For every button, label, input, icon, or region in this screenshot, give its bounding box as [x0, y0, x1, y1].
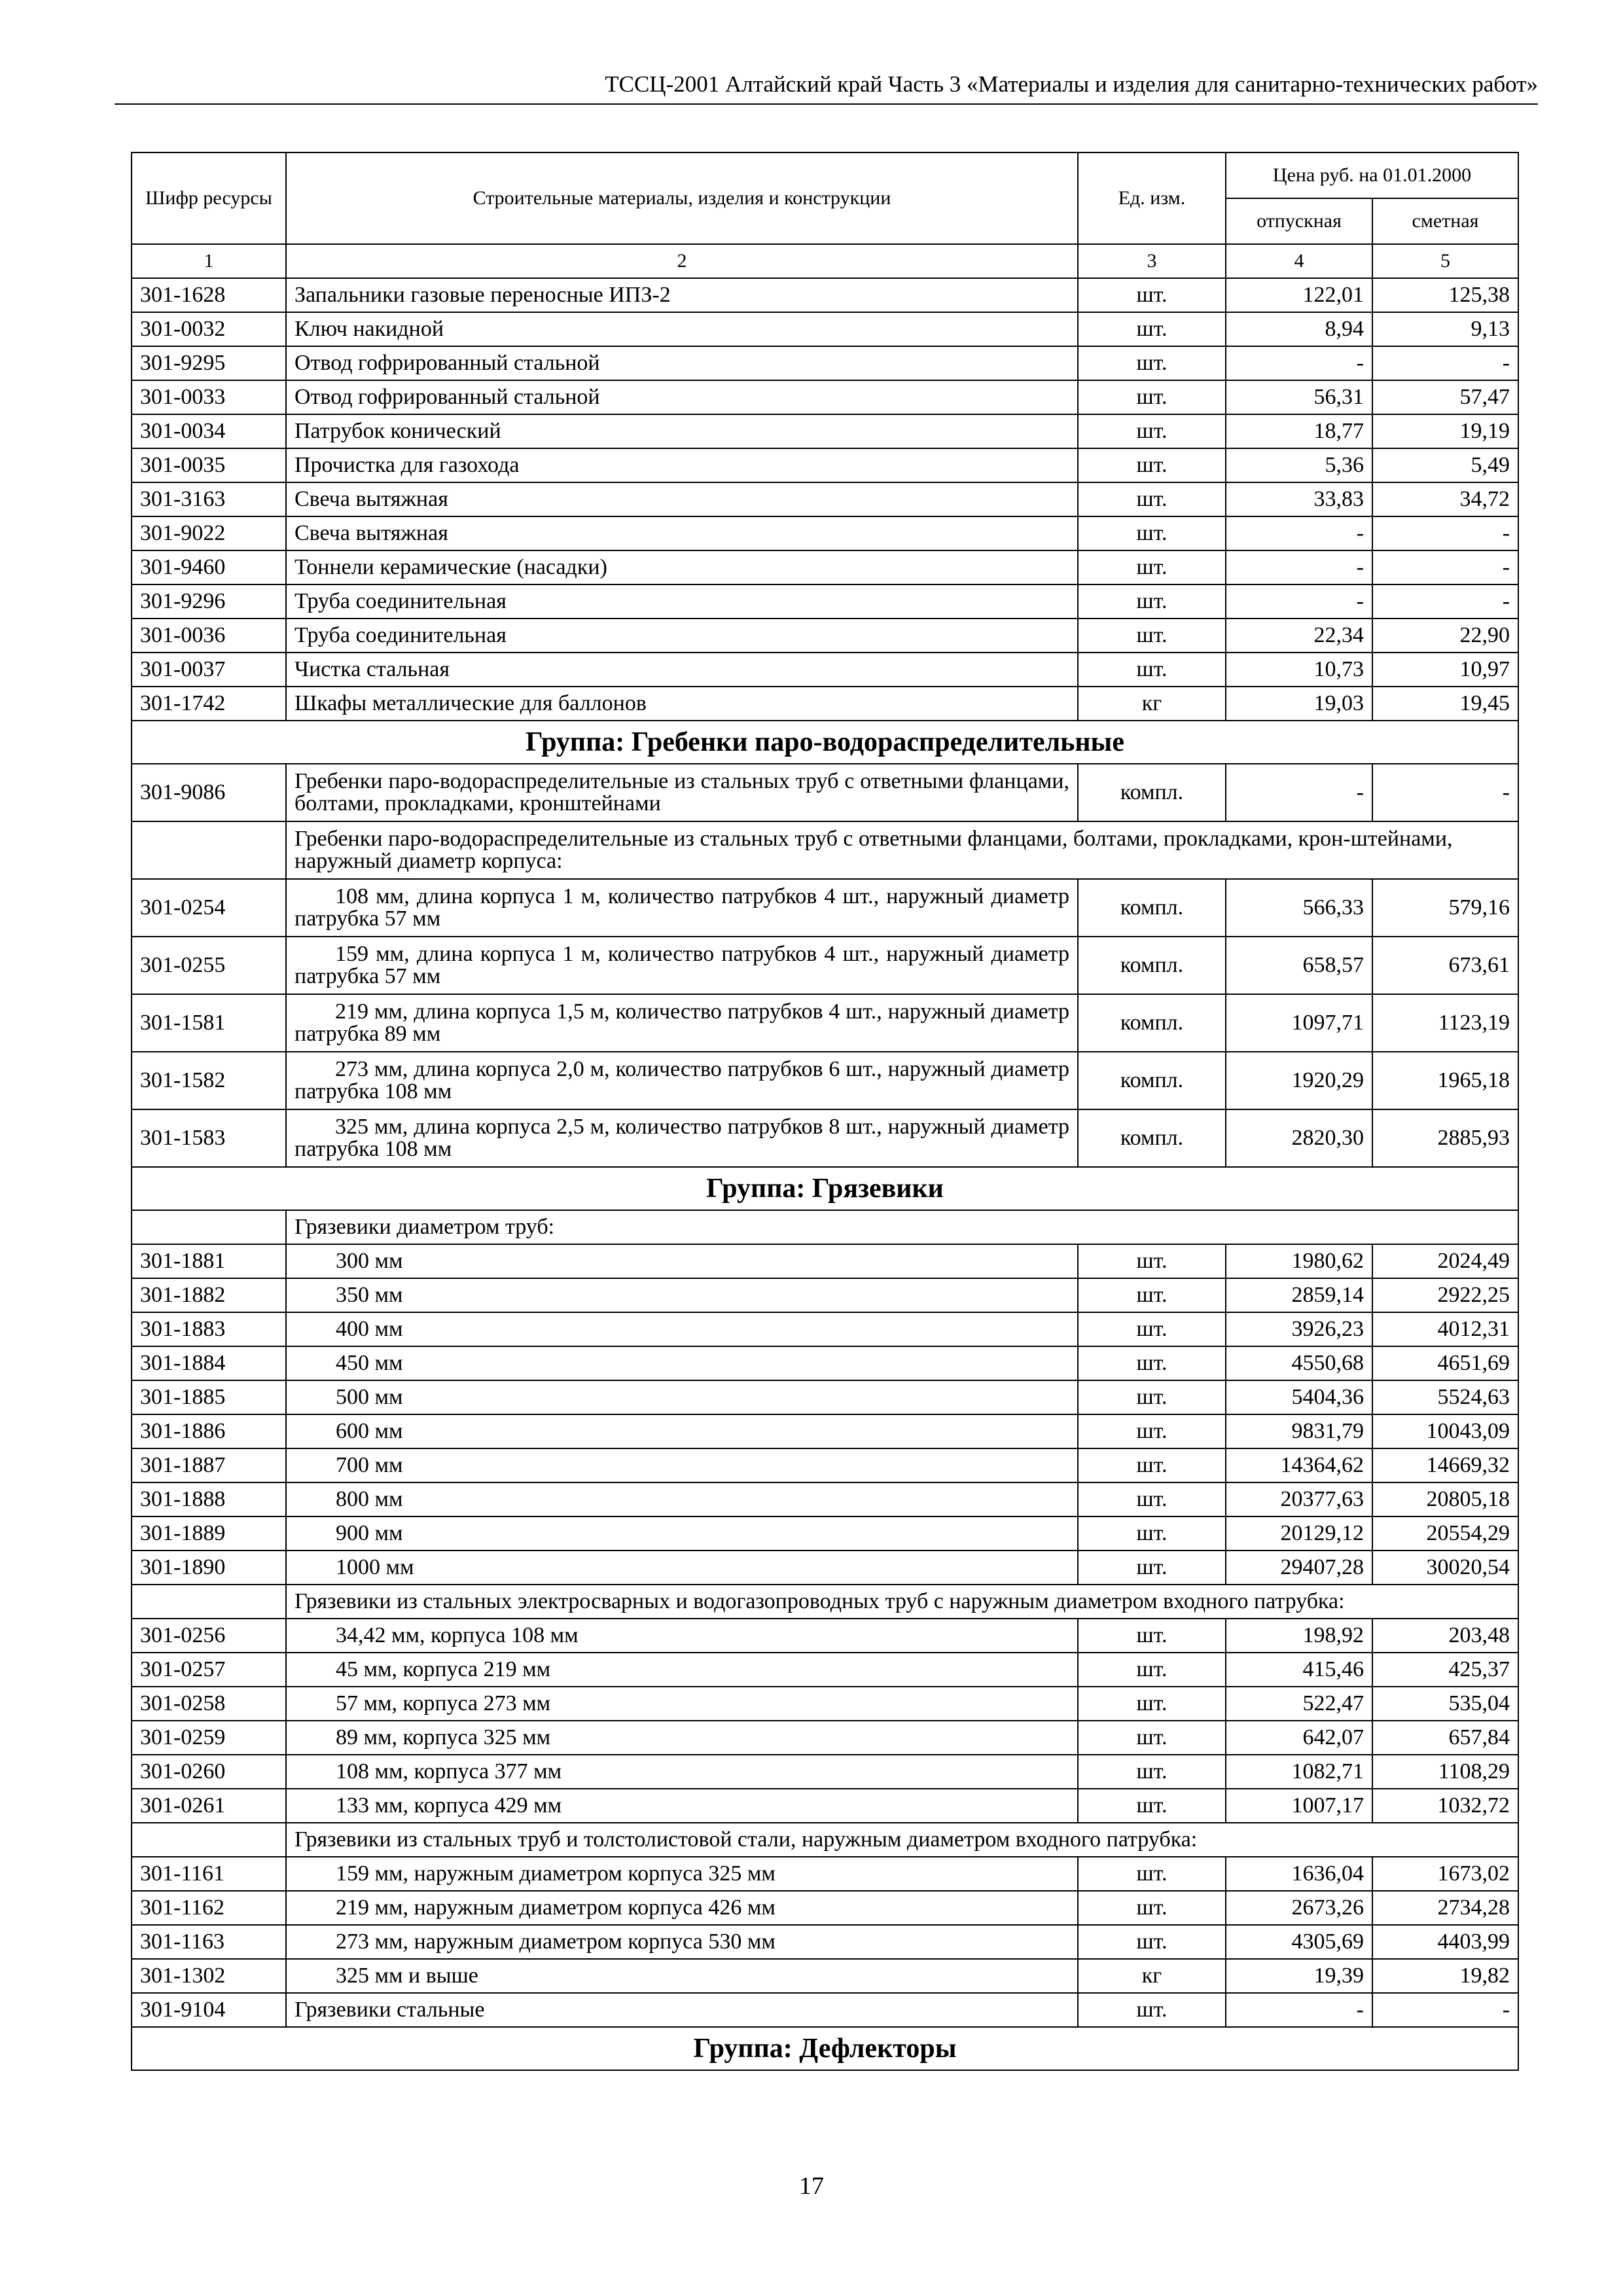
item-name: Отвод гофрированный стальной [286, 380, 1078, 414]
resource-code: 301-0256 [132, 1619, 286, 1653]
item-name: 300 мм [286, 1244, 1078, 1278]
resource-code: 301-0255 [132, 937, 286, 994]
table-row [132, 1052, 1518, 1109]
item-name: Шкафы металлические для баллонов [286, 687, 1078, 721]
resource-code: 301-1163 [132, 1925, 286, 1959]
release-price: 20377,63 [1226, 1482, 1372, 1516]
release-price: 1980,62 [1226, 1244, 1372, 1278]
unit-cell: шт. [1078, 584, 1226, 619]
subheading-row [132, 1823, 1518, 1857]
estimate-price: 657,84 [1372, 1721, 1518, 1755]
unit-cell: шт. [1078, 1414, 1226, 1448]
table-row [132, 1312, 1518, 1346]
item-name: Патрубок конический [286, 414, 1078, 448]
item-name: 108 мм, длина корпуса 1 м, количество патрубков 4 шт., наружный диаметр патрубка 57 мм [286, 879, 1078, 937]
price-table [131, 152, 1519, 2071]
group-heading: Группа: Грязевики [132, 1167, 1518, 1210]
table-row [132, 516, 1518, 550]
table-row [132, 1278, 1518, 1312]
item-name: 133 мм, корпуса 429 мм [286, 1789, 1078, 1823]
release-price: - [1226, 516, 1372, 550]
page-number: 17 [799, 2172, 824, 2200]
resource-code: 301-1887 [132, 1448, 286, 1482]
estimate-price: - [1372, 516, 1518, 550]
estimate-price: - [1372, 764, 1518, 821]
estimate-price: 425,37 [1372, 1653, 1518, 1687]
item-name: Ключ накидной [286, 312, 1078, 346]
release-price: 9831,79 [1226, 1414, 1372, 1448]
table-row [132, 1448, 1518, 1482]
estimate-price: 535,04 [1372, 1687, 1518, 1721]
release-price: 5,36 [1226, 448, 1372, 482]
unit-cell: компл. [1078, 1052, 1226, 1109]
resource-code: 301-9460 [132, 550, 286, 584]
unit-cell: шт. [1078, 1551, 1226, 1585]
estimate-price: 9,13 [1372, 312, 1518, 346]
estimate-price: 22,90 [1372, 619, 1518, 653]
subheading-text: Грязевики из стальных электросварных и водогазопроводных труб с наружным диаметром входного патрубка: [286, 1585, 1518, 1619]
item-name: Труба соединительная [286, 584, 1078, 619]
table-row [132, 1346, 1518, 1380]
resource-code: 301-0032 [132, 312, 286, 346]
unit-cell: шт. [1078, 1789, 1226, 1823]
table-row [132, 937, 1518, 994]
release-price: 566,33 [1226, 879, 1372, 937]
release-price: 122,01 [1226, 278, 1372, 312]
unit-cell: шт. [1078, 619, 1226, 653]
resource-code: 301-0261 [132, 1789, 286, 1823]
empty-cell [132, 1585, 286, 1619]
table-row [132, 1891, 1518, 1925]
resource-code: 301-9086 [132, 764, 286, 821]
table-row [132, 619, 1518, 653]
unit-cell: шт. [1078, 516, 1226, 550]
estimate-price: 2734,28 [1372, 1891, 1518, 1925]
unit-cell: шт. [1078, 1653, 1226, 1687]
estimate-price: 203,48 [1372, 1619, 1518, 1653]
resource-code: 301-0034 [132, 414, 286, 448]
estimate-price: 30020,54 [1372, 1551, 1518, 1585]
release-price: 658,57 [1226, 937, 1372, 994]
empty-cell [132, 821, 286, 879]
table-row [132, 278, 1518, 312]
unit-cell: шт. [1078, 1244, 1226, 1278]
release-price: 1097,71 [1226, 994, 1372, 1052]
item-name: 34,42 мм, корпуса 108 мм [286, 1619, 1078, 1653]
release-price: - [1226, 1993, 1372, 2027]
unit-cell: шт. [1078, 1755, 1226, 1789]
estimate-price: 1032,72 [1372, 1789, 1518, 1823]
table-row [132, 1959, 1518, 1993]
resource-code: 301-1582 [132, 1052, 286, 1109]
item-name: 325 мм, длина корпуса 2,5 м, количество патрубков 8 шт., наружный диаметр патрубка 108 мм [286, 1109, 1078, 1167]
release-price: 3926,23 [1226, 1312, 1372, 1346]
table-row [132, 312, 1518, 346]
table-row [132, 1653, 1518, 1687]
release-price: 33,83 [1226, 482, 1372, 516]
release-price: 18,77 [1226, 414, 1372, 448]
resource-code: 301-1881 [132, 1244, 286, 1278]
item-name: 350 мм [286, 1278, 1078, 1312]
release-price: 2859,14 [1226, 1278, 1372, 1312]
item-name: Грязевики стальные [286, 1993, 1078, 2027]
table-row [132, 1925, 1518, 1959]
item-name: 900 мм [286, 1516, 1078, 1551]
release-price: 4305,69 [1226, 1925, 1372, 1959]
resource-code: 301-9104 [132, 1993, 286, 2027]
unit-cell: шт. [1078, 1448, 1226, 1482]
col-number: 5 [1372, 244, 1518, 278]
resource-code: 301-1742 [132, 687, 286, 721]
resource-code: 301-0254 [132, 879, 286, 937]
item-name: Гребенки паро-водораспределительные из стальных труб с ответными фланцами, болтами, прокладками, кронштейнами [286, 764, 1078, 821]
estimate-price: 4012,31 [1372, 1312, 1518, 1346]
table-row [132, 1789, 1518, 1823]
table-row [132, 687, 1518, 721]
estimate-price: 1673,02 [1372, 1857, 1518, 1891]
unit-cell: шт. [1078, 1925, 1226, 1959]
estimate-price: 4403,99 [1372, 1925, 1518, 1959]
resource-code: 301-0035 [132, 448, 286, 482]
estimate-price: - [1372, 584, 1518, 619]
estimate-price: 1965,18 [1372, 1052, 1518, 1109]
item-name: 400 мм [286, 1312, 1078, 1346]
release-price: 14364,62 [1226, 1448, 1372, 1482]
col-header-code: Шифр ресурсы [132, 152, 286, 244]
resource-code: 301-1883 [132, 1312, 286, 1346]
unit-cell: шт. [1078, 414, 1226, 448]
unit-cell: шт. [1078, 448, 1226, 482]
table-row [132, 1414, 1518, 1448]
unit-cell: кг [1078, 687, 1226, 721]
table-row [132, 1551, 1518, 1585]
estimate-price: 2024,49 [1372, 1244, 1518, 1278]
item-name: 159 мм, длина корпуса 1 м, количество патрубков 4 шт., наружный диаметр патрубка 57 мм [286, 937, 1078, 994]
item-name: 800 мм [286, 1482, 1078, 1516]
subheading-text: Гребенки паро-водораспределительные из стальных труб с ответными фланцами, болтами, прокладками, крон-штейнами, наружный диаметр корпуса: [286, 821, 1518, 879]
unit-cell: шт. [1078, 1312, 1226, 1346]
estimate-price: 579,16 [1372, 879, 1518, 937]
release-price: 2673,26 [1226, 1891, 1372, 1925]
release-price: 5404,36 [1226, 1380, 1372, 1414]
resource-code: 301-1302 [132, 1959, 286, 1993]
estimate-price: 125,38 [1372, 278, 1518, 312]
item-name: 57 мм, корпуса 273 мм [286, 1687, 1078, 1721]
release-price: - [1226, 550, 1372, 584]
estimate-price: 5524,63 [1372, 1380, 1518, 1414]
resource-code: 301-1628 [132, 278, 286, 312]
unit-cell: шт. [1078, 1380, 1226, 1414]
estimate-price: 1108,29 [1372, 1755, 1518, 1789]
item-name: 159 мм, наружным диаметром корпуса 325 мм [286, 1857, 1078, 1891]
unit-cell: компл. [1078, 1109, 1226, 1167]
item-name: 700 мм [286, 1448, 1078, 1482]
running-header: ТССЦ-2001 Алтайский край Часть 3 «Материалы и изделия для санитарно-технических работ» [115, 68, 1538, 105]
unit-cell: шт. [1078, 1857, 1226, 1891]
release-price: 10,73 [1226, 653, 1372, 687]
table-row [132, 1993, 1518, 2027]
resource-code: 301-1583 [132, 1109, 286, 1167]
estimate-price: 34,72 [1372, 482, 1518, 516]
table-row [132, 550, 1518, 584]
table-row [132, 1755, 1518, 1789]
estimate-price: 57,47 [1372, 380, 1518, 414]
resource-code: 301-1886 [132, 1414, 286, 1448]
item-name: 500 мм [286, 1380, 1078, 1414]
release-price: 1636,04 [1226, 1857, 1372, 1891]
release-price: 1082,71 [1226, 1755, 1372, 1789]
table-row [132, 879, 1518, 937]
subheading-text: Грязевики диаметром труб: [286, 1210, 1518, 1244]
table-row [132, 1380, 1518, 1414]
item-name: 325 мм и выше [286, 1959, 1078, 1993]
release-price: - [1226, 584, 1372, 619]
group-row [132, 721, 1518, 764]
group-heading: Группа: Дефлекторы [132, 2027, 1518, 2070]
release-price: 56,31 [1226, 380, 1372, 414]
release-price: 19,03 [1226, 687, 1372, 721]
unit-cell: шт. [1078, 550, 1226, 584]
col-number: 1 [132, 244, 286, 278]
col-header-estimate-price: сметная [1372, 198, 1518, 244]
group-row [132, 2027, 1518, 2070]
table-row [132, 1244, 1518, 1278]
unit-cell: шт. [1078, 1687, 1226, 1721]
estimate-price: 20805,18 [1372, 1482, 1518, 1516]
resource-code: 301-0257 [132, 1653, 286, 1687]
release-price: 8,94 [1226, 312, 1372, 346]
table-row [132, 1857, 1518, 1891]
table-row [132, 1619, 1518, 1653]
empty-cell [132, 1210, 286, 1244]
resource-code: 301-1890 [132, 1551, 286, 1585]
table-row [132, 1687, 1518, 1721]
table-row [132, 653, 1518, 687]
resource-code: 301-1885 [132, 1380, 286, 1414]
unit-cell: шт. [1078, 1516, 1226, 1551]
table-row [132, 1721, 1518, 1755]
resource-code: 301-9022 [132, 516, 286, 550]
resource-code: 301-9296 [132, 584, 286, 619]
unit-cell: шт. [1078, 1619, 1226, 1653]
table-row [132, 448, 1518, 482]
item-name: Прочистка для газохода [286, 448, 1078, 482]
unit-cell: кг [1078, 1959, 1226, 1993]
unit-cell: шт. [1078, 1891, 1226, 1925]
subheading-row [132, 821, 1518, 879]
unit-cell: шт. [1078, 653, 1226, 687]
release-price: 1007,17 [1226, 1789, 1372, 1823]
estimate-price: 10,97 [1372, 653, 1518, 687]
table-row [132, 414, 1518, 448]
estimate-price: - [1372, 346, 1518, 380]
release-price: 642,07 [1226, 1721, 1372, 1755]
resource-code: 301-0259 [132, 1721, 286, 1755]
unit-cell: шт. [1078, 346, 1226, 380]
group-row [132, 1167, 1518, 1210]
unit-cell: шт. [1078, 482, 1226, 516]
release-price: 20129,12 [1226, 1516, 1372, 1551]
table-row [132, 380, 1518, 414]
item-name: 1000 мм [286, 1551, 1078, 1585]
item-name: 273 мм, наружным диаметром корпуса 530 мм [286, 1925, 1078, 1959]
resource-code: 301-1161 [132, 1857, 286, 1891]
table-row [132, 1516, 1518, 1551]
col-header-price: Цена руб. на 01.01.2000 [1226, 152, 1518, 198]
estimate-price: 673,61 [1372, 937, 1518, 994]
resource-code: 301-0258 [132, 1687, 286, 1721]
empty-cell [132, 1823, 286, 1857]
resource-code: 301-1889 [132, 1516, 286, 1551]
unit-cell: шт. [1078, 1482, 1226, 1516]
estimate-price: 19,45 [1372, 687, 1518, 721]
item-name: Труба соединительная [286, 619, 1078, 653]
item-name: Тоннели керамические (насадки) [286, 550, 1078, 584]
release-price: - [1226, 764, 1372, 821]
resource-code: 301-0037 [132, 653, 286, 687]
release-price: 415,46 [1226, 1653, 1372, 1687]
subheading-row [132, 1210, 1518, 1244]
resource-code: 301-1581 [132, 994, 286, 1052]
unit-cell: шт. [1078, 312, 1226, 346]
unit-cell: шт. [1078, 1721, 1226, 1755]
table-row [132, 994, 1518, 1052]
release-price: 4550,68 [1226, 1346, 1372, 1380]
item-name: Свеча вытяжная [286, 516, 1078, 550]
unit-cell: компл. [1078, 937, 1226, 994]
estimate-price: 10043,09 [1372, 1414, 1518, 1448]
unit-cell: компл. [1078, 764, 1226, 821]
estimate-price: 5,49 [1372, 448, 1518, 482]
release-price: 29407,28 [1226, 1551, 1372, 1585]
estimate-price: 2885,93 [1372, 1109, 1518, 1167]
unit-cell: компл. [1078, 879, 1226, 937]
table-row [132, 482, 1518, 516]
item-name: 219 мм, длина корпуса 1,5 м, количество патрубков 4 шт., наружный диаметр патрубка 89 мм [286, 994, 1078, 1052]
unit-cell: шт. [1078, 380, 1226, 414]
release-price: - [1226, 346, 1372, 380]
item-name: 89 мм, корпуса 325 мм [286, 1721, 1078, 1755]
col-number: 4 [1226, 244, 1372, 278]
release-price: 2820,30 [1226, 1109, 1372, 1167]
item-name: 600 мм [286, 1414, 1078, 1448]
table-row [132, 1109, 1518, 1167]
col-number: 2 [286, 244, 1078, 278]
col-header-unit: Ед. изм. [1078, 152, 1226, 244]
table-row [132, 764, 1518, 821]
item-name: 219 мм, наружным диаметром корпуса 426 мм [286, 1891, 1078, 1925]
release-price: 198,92 [1226, 1619, 1372, 1653]
item-name: 273 мм, длина корпуса 2,0 м, количество патрубков 6 шт., наружный диаметр патрубка 108 мм [286, 1052, 1078, 1109]
group-heading: Группа: Гребенки паро-водораспределительные [132, 721, 1518, 764]
resource-code: 301-0260 [132, 1755, 286, 1789]
subheading-text: Грязевики из стальных труб и толстолистовой стали, наружным диаметром входного патрубка: [286, 1823, 1518, 1857]
item-name: Запальники газовые переносные ИПЗ-2 [286, 278, 1078, 312]
col-number: 3 [1078, 244, 1226, 278]
table-row [132, 346, 1518, 380]
release-price: 1920,29 [1226, 1052, 1372, 1109]
col-header-name: Строительные материалы, изделия и конструкции [286, 152, 1078, 244]
item-name: 450 мм [286, 1346, 1078, 1380]
estimate-price: 1123,19 [1372, 994, 1518, 1052]
estimate-price: 19,19 [1372, 414, 1518, 448]
unit-cell: компл. [1078, 994, 1226, 1052]
item-name: Чистка стальная [286, 653, 1078, 687]
item-name: 45 мм, корпуса 219 мм [286, 1653, 1078, 1687]
subheading-row [132, 1585, 1518, 1619]
estimate-price: 4651,69 [1372, 1346, 1518, 1380]
resource-code: 301-1162 [132, 1891, 286, 1925]
resource-code: 301-1884 [132, 1346, 286, 1380]
release-price: 22,34 [1226, 619, 1372, 653]
release-price: 19,39 [1226, 1959, 1372, 1993]
table-row [132, 584, 1518, 619]
resource-code: 301-3163 [132, 482, 286, 516]
item-name: Отвод гофрированный стальной [286, 346, 1078, 380]
col-header-release-price: отпускная [1226, 198, 1372, 244]
resource-code: 301-1882 [132, 1278, 286, 1312]
unit-cell: шт. [1078, 1993, 1226, 2027]
estimate-price: 20554,29 [1372, 1516, 1518, 1551]
item-name: 108 мм, корпуса 377 мм [286, 1755, 1078, 1789]
item-name: Свеча вытяжная [286, 482, 1078, 516]
resource-code: 301-0033 [132, 380, 286, 414]
estimate-price: - [1372, 550, 1518, 584]
release-price: 522,47 [1226, 1687, 1372, 1721]
estimate-price: 19,82 [1372, 1959, 1518, 1993]
resource-code: 301-0036 [132, 619, 286, 653]
unit-cell: шт. [1078, 1278, 1226, 1312]
estimate-price: 14669,32 [1372, 1448, 1518, 1482]
estimate-price: - [1372, 1993, 1518, 2027]
unit-cell: шт. [1078, 278, 1226, 312]
unit-cell: шт. [1078, 1346, 1226, 1380]
resource-code: 301-1888 [132, 1482, 286, 1516]
resource-code: 301-9295 [132, 346, 286, 380]
estimate-price: 2922,25 [1372, 1278, 1518, 1312]
table-row [132, 1482, 1518, 1516]
